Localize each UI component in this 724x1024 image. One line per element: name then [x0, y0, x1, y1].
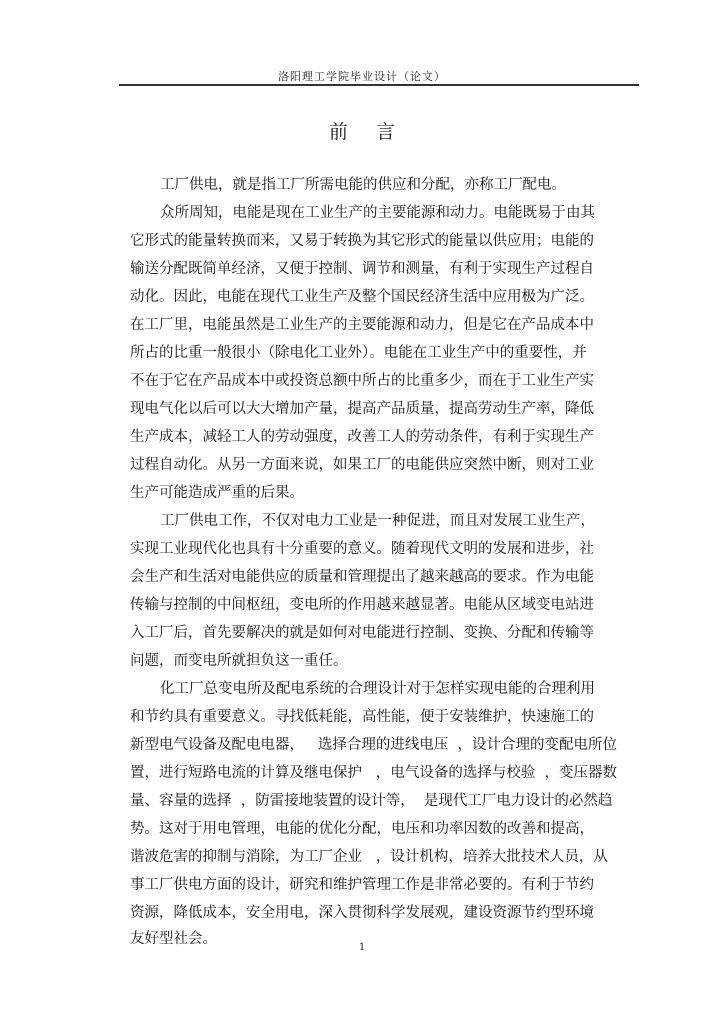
paragraph-line: 化工厂总变电所及配电系统的合理设计对于怎样实现电能的合理利用 [160, 681, 595, 697]
paragraph-line: 事工厂供电方面的设计，研究和维护管理工作是非常必要的。有利于节约 [130, 877, 594, 893]
paragraph-line: 势。这对于用电管理，电能的优化分配，电压和功率因数的改善和提高， [130, 821, 594, 837]
paragraph-line: 生产可能造成严重的后果。 [130, 485, 304, 501]
paragraph-line: 在工厂里，电能虽然是工业生产的主要能源和动力，但是它在产品成本中 [130, 317, 594, 333]
paragraph-line: 新型电气设备及配电电器， 选择合理的进线电压 ，设计合理的变配电所位 [130, 737, 618, 753]
paragraph-line: 入工厂后，首先要解决的就是如何对电能进行控制、变换、分配和传输等 [130, 625, 594, 641]
paragraph-line: 置，进行短路电流的计算及继电保护 ，电气设备的选择与校验 ，变压器数 [130, 765, 618, 781]
paragraph-line: 不在于它在产品成本中或投资总额中所占的比重多少，而在于工业生产实 [130, 373, 594, 389]
paragraph-line: 资源，降低成本，安全用电，深入贯彻科学发展观，建设资源节约型环境 [130, 905, 594, 921]
paragraph-line: 实现工业现代化也具有十分重要的意义。随着现代文明的发展和进步，社 [130, 541, 594, 557]
paragraph-line: 问题，而变电所就担负这一重任。 [130, 653, 348, 669]
paragraph-line: 工厂供电工作，不仅对电力工业是一种促进，而且对发展工业生产， [160, 513, 595, 529]
page-number: 1 [358, 942, 366, 953]
paragraph-line: 现电气化以后可以大大增加产量，提高产品质量，提高劳动生产率，降低 [130, 401, 594, 417]
paragraph-line: 工厂供电，就是指工厂所需电能的供应和分配，亦称工厂配电。 [160, 177, 566, 193]
paragraph-line: 它形式的能量转换而来，又易于转换为其它形式的能量以供应用；电能的 [130, 233, 594, 249]
paragraph-line: 生产成本，减轻工人的劳动强度，改善工人的劳动条件，有利于实现生产 [130, 429, 594, 445]
page-header: 洛阳理工学院毕业设计（论文） [278, 70, 446, 83]
paragraph-line: 谐波危害的抑制与消除，为工厂企业 ，设计机构，培养大批技术人员，从 [130, 849, 608, 865]
paragraph-line: 会生产和生活对电能供应的质量和管理提出了越来越高的要求。作为电能 [130, 569, 594, 585]
paragraph-line: 传输与控制的中间枢纽，变电所的作用越来越显著。电能从区域变电站进 [130, 597, 594, 613]
paragraph-line: 众所周知，电能是现在工业生产的主要能源和动力。电能既易于由其 [160, 205, 595, 221]
paragraph-line: 输送分配既简单经济，又便于控制、调节和测量，有利于实现生产过程自 [130, 261, 594, 277]
paragraph-line: 友好型社会。 [130, 931, 217, 947]
paragraph-line: 所占的比重一般很小（除电化工业外）。电能在工业生产中的重要性，并 [130, 345, 587, 361]
header-rule [119, 84, 639, 86]
paragraph-line: 量、容量的选择 ，防雷接地装置的设计等， 是现代工厂电力设计的必然趋 [130, 793, 613, 809]
paragraph-line: 过程自动化。从另一方面来说，如果工厂的电能供应突然中断，则对工业 [130, 457, 594, 473]
page-title: 前言 [328, 121, 423, 143]
paragraph-line: 动化。因此，电能在现代工业生产及整个国民经济生活中应用极为广泛。 [130, 289, 594, 305]
paragraph-line: 和节约具有重要意义。寻找低耗能，高性能，便于安装维护，快速施工的 [130, 709, 594, 725]
